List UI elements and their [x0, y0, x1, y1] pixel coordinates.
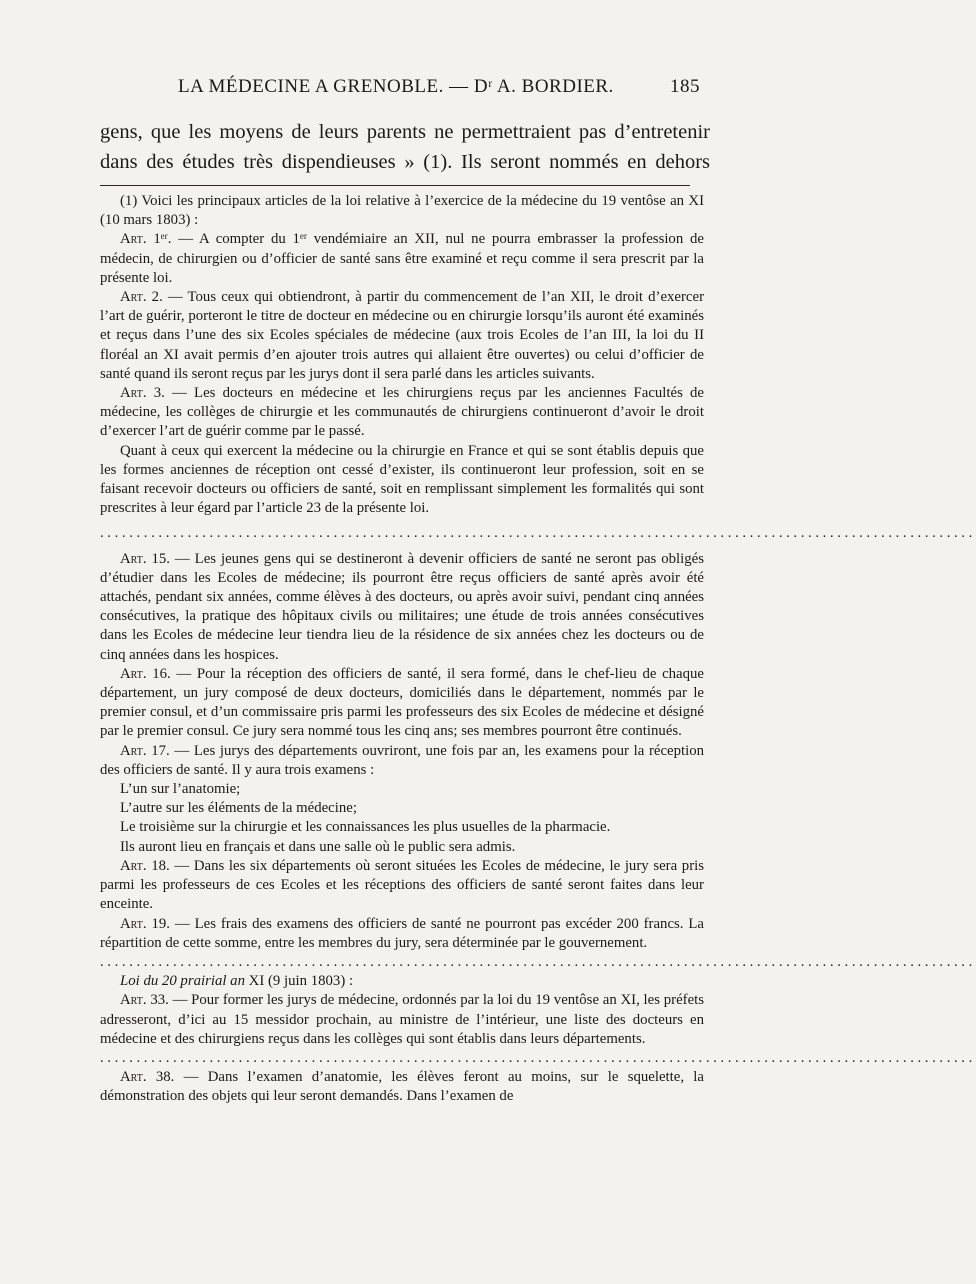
exam-item-1: L’un sur l’anatomie; — [120, 781, 241, 798]
article-text: — Les jurys des départements ouvriront, une fois par an, les examens pour la réception des officiers de santé. Il y aura trois examens : — [100, 742, 704, 778]
elision-dots: ........................................................................................................................ — [100, 1049, 976, 1066]
article-text: — Pour la réception des officiers de santé, il sera formé, dans le chef-lieu de chaque département, un jury composé de deux docteurs, domiciliés dans le département, nommés par le premier consul, et d’un commissaire pris parmi les professeurs des six Ecoles de médecine et désigné par le premier consul. Ce jury sera nommé tous les cinq ans; ses membres pourront être continués. — [100, 665, 704, 740]
article-3-continued: Quant à ceux qui exercent la médecine ou la chirurgie en France et qui se sont établis depuis que les formes anciennes de réception ont cessé d’exister, ils continueront leur profession, soit en se faisant recevoir docteurs ou officiers de santé, soit en remplissant simplement les formalités qui sont prescrites à leur égard par l’article 23 de la présente loi. — [100, 442, 704, 517]
article-1 — [100, 230, 704, 288]
article-18 — [100, 857, 704, 915]
article-16 — [100, 665, 704, 742]
law-heading — [100, 972, 704, 991]
exam-item-2: L’autre sur les éléments de la médecine; — [120, 800, 357, 817]
footnote-separator — [100, 185, 690, 186]
article-text: — Tous ceux qui obtiendront, à partir du commencement de l’an XII, le droit d’exercer l’art de guérir, porteront le titre de docteur en médecine ou en chirurgie lorsqu’ils auront été examinés et reçus dans l’une des six Ecoles spéciales de médecine (aux trois Ecoles de l’an III, la loi du II floréal an XI avait permis d’en ajouter trois autres qui allaient être ouvertes) ou celui d’officier de santé quand ils seront reçus par les jurys dont il sera parlé dans les articles suivants. — [100, 289, 704, 382]
article-3 — [100, 384, 704, 442]
elision-dots: ........................................................................................................................ — [100, 953, 976, 970]
article-label: Art. 1ᵉʳ. — [120, 231, 172, 248]
article-label: Art. 18. — [120, 857, 170, 874]
footnote-block — [100, 192, 976, 1107]
exam-note: Ils auront lieu en français et dans une salle où le public sera admis. — [120, 838, 516, 855]
exam-item-3: Le troisième sur la chirurgie et les connaissances les plus usuelles de la pharmacie. — [120, 819, 611, 836]
article-label: Art. 3. — [120, 385, 165, 402]
article-text: — Les frais des examens des officiers de santé ne pourront pas excéder 200 francs. La répartition de cette somme, entre les membres du jury, sera déterminée par le gouvernement. — [100, 915, 705, 951]
running-title: LA MÉDECINE A GRENOBLE. — Dʳ A. BORDIER. — [178, 76, 614, 97]
article-label: Art. 16. — [120, 665, 171, 682]
article-label: Art. 19. — [120, 915, 170, 932]
main-text-line-1: gens, que les moyens de leurs parents ne permettraient pas d’entretenir — [100, 121, 710, 143]
article-label: Art. 38. — [120, 1069, 175, 1086]
article-38 — [100, 1068, 704, 1106]
running-header — [100, 76, 700, 98]
article-text: — Pour former les jurys de médecine, ordonnés par la loi du 19 ventôse an XI, les préfets adresseront, d’ici au 15 messidor prochain, au ministre de l’intérieur, une liste des docteurs en médecine et des chirurgiens reçus dans les collèges qui sont établis dans leurs départements. — [100, 992, 705, 1047]
article-19 — [100, 915, 704, 953]
article-33 — [100, 991, 704, 1049]
page-number: 185 — [670, 76, 700, 97]
main-text — [100, 117, 710, 177]
article-17 — [100, 742, 704, 780]
article-label: Art. 17. — [120, 742, 170, 759]
elision-dots: ........................................................................................................................ — [100, 525, 976, 542]
law-date: XI (9 juin 1803) : — [244, 973, 354, 990]
article-text: — Dans les six départements où seront situées les Ecoles de médecine, le jury sera pris parmi les professeurs de ces Ecoles et les réceptions des officiers de santé seront faites dans leur enceinte. — [100, 857, 704, 913]
footnote-intro: (1) Voici les principaux articles de la loi relative à l’exercice de la médecine du 19 ventôse an XI (10 mars 1803) : — [100, 193, 704, 229]
article-label: Art. 15. — [120, 550, 170, 567]
article-label: Art. 33. — [120, 992, 169, 1009]
article-15 — [100, 550, 704, 665]
article-2 — [100, 288, 704, 384]
law-title: Loi du 20 prairial an — [120, 973, 245, 990]
article-text: — Dans l’examen d’anatomie, les élèves feront au moins, sur le squelette, la démonstration des objets qui leur seront demandés. Dans l’examen de — [100, 1069, 704, 1105]
article-text: — A compter du 1ᵉʳ vendémiaire an XII, nul ne pourra embrasser la profession de médecin, de chirurgien ou d’officier de santé sans être examiné et reçu comme il sera prescrit par la présente loi. — [100, 231, 704, 286]
article-label: Art. 2. — [120, 289, 163, 306]
article-text: — Les docteurs en médecine et les chirurgiens reçus par les anciennes Facultés de médecine, les collèges de chirurgie et les communautés de chirurgiens continueront d’avoir le droit d’exercer l’art de guérir comme par le passé. — [100, 385, 704, 440]
main-text-line-2: dans des études très dispendieuses » (1). Ils seront nommés en dehors — [100, 151, 710, 173]
article-text: — Les jeunes gens qui se destineront à devenir officiers de santé ne seront pas obligés d’étudier dans les Ecoles de médecine; ils pourront être reçus officiers de santé après avoir été attachés, pendant six années, comme élèves à des docteurs, ou après avoir suivi, pendant cinq années consécutives, la pratique des hôpitaux civils ou militaires; une étude de trois années consécutives dans les Ecoles de médecine leur tiendra lieu de la résidence de six années chez les docteurs ou de cinq années dans les hospices. — [100, 550, 704, 663]
